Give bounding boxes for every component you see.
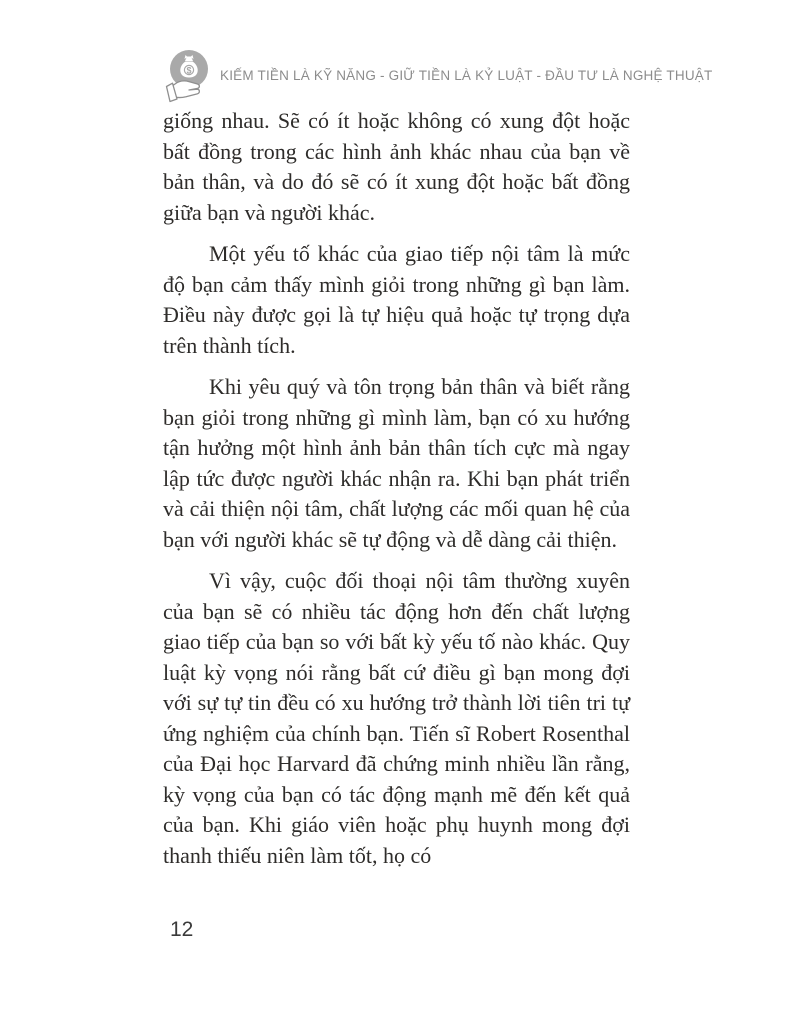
paragraph: Khi yêu quý và tôn trọng bản thân và biết rằng bạn giỏi trong những gì mình làm, bạn có xu hướng tận hưởng một hình ảnh bản thân tích cực mà ngay lập tức được người khác nhận ra. Khi bạn phát triển và cải thiện nội tâm, chất lượng các mối quan hệ của bạn với người khác sẽ tự động và dễ dàng cải thiện.	[163, 374, 630, 552]
paragraph: Một yếu tố khác của giao tiếp nội tâm là mức độ bạn cảm thấy mình giỏi trong những gì bạn làm. Điều này được gọi là tự hiệu quả hoặc tự trọng dựa trên thành tích.	[163, 241, 630, 358]
svg-text:$: $	[186, 65, 192, 76]
paragraph: giống nhau. Sẽ có ít hoặc không có xung đột hoặc bất đồng trong các hình ảnh khác nhau của bạn về bản thân, và do đó sẽ có ít xung đột hoặc bất đồng giữa bạn và người khác.	[163, 108, 630, 225]
page-number: 12	[170, 918, 194, 941]
page-body	[163, 106, 630, 882]
running-header	[164, 48, 713, 104]
money-bag-in-hand-icon	[164, 48, 210, 104]
running-header-title: KIẾM TIỀN LÀ KỸ NĂNG - GIỮ TIỀN LÀ KỶ LUẬT - ĐẦU TƯ LÀ NGHỆ THUẬT	[220, 67, 713, 83]
paragraph: Vì vậy, cuộc đối thoại nội tâm thường xuyên của bạn sẽ có nhiều tác động hơn đến chất lượng giao tiếp của bạn so với bất kỳ yếu tố nào khác. Quy luật kỳ vọng nói rằng bất cứ điều gì bạn mong đợi với sự tự tin đều có xu hướng trở thành lời tiên tri tự ứng nghiệm của chính bạn. Tiến sĩ Robert Rosenthal của Đại học Harvard đã chứng minh nhiều lần rằng, kỳ vọng của bạn có tác động mạnh mẽ đến kết quả của bạn. Khi giáo viên hoặc phụ huynh mong đợi thanh thiếu niên làm tốt, họ có	[163, 568, 630, 868]
